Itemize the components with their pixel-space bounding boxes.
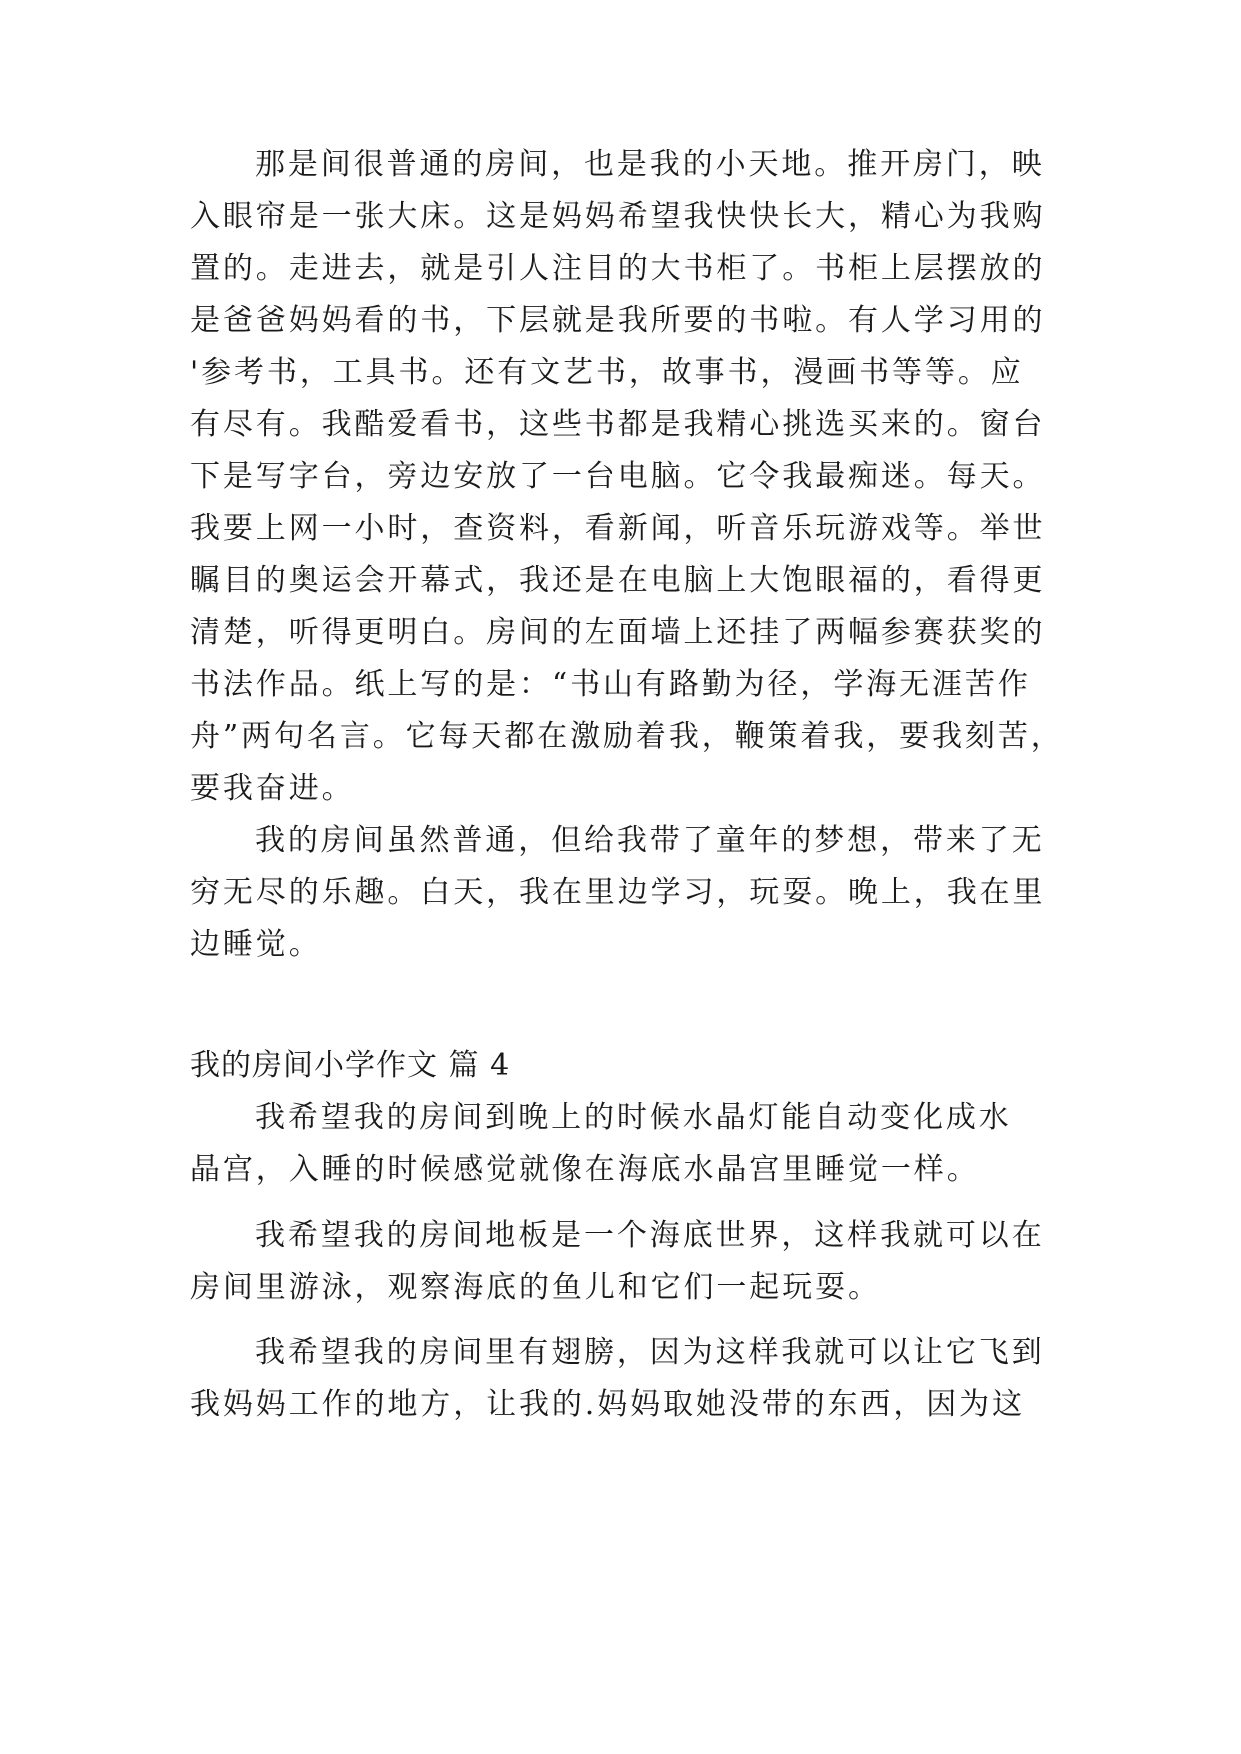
text-line: 入眼帘是一张大床。这是妈妈希望我快快长大，精心为我购 <box>190 199 1046 234</box>
text-line: 我希望我的房间里有翅膀，因为这样我就可以让它飞到 <box>255 1335 1045 1370</box>
text-line: 我妈妈工作的地方，让我的.妈妈取她没带的东西，因为这 <box>190 1387 1025 1422</box>
text-line: 置的。走进去，就是引人注目的大书柜了。书柜上层摆放的 <box>190 251 1046 286</box>
text-line: 书法作品。纸上写的是：“书山有路勤为径，学海无涯苦作 <box>190 667 1031 702</box>
section-heading: 我的房间小学作文 篇 4 <box>190 1048 511 1083</box>
text-line: 有尽有。我酷爱看书，这些书都是我精心挑选买来的。窗台 <box>190 407 1046 442</box>
text-line: 边睡觉。 <box>190 927 322 962</box>
text-line: 我希望我的房间到晚上的时候水晶灯能自动变化成水 <box>255 1100 1012 1135</box>
text-line: 房间里游泳，观察海底的鱼儿和它们一起玩耍。 <box>190 1270 881 1305</box>
text-line: 那是间很普通的房间，也是我的小天地。推开房门，映 <box>255 147 1045 182</box>
text-line: 舟”两句名言。它每天都在激励着我，鞭策着我，要我刻苦， <box>190 719 1064 754</box>
text-line: 我的房间虽然普通，但给我带了童年的梦想，带来了无 <box>255 823 1045 858</box>
text-line: 晶宫，入睡的时候感觉就像在海底水晶宫里睡觉一样。 <box>190 1152 980 1187</box>
text-line: 瞩目的奥运会开幕式，我还是在电脑上大饱眼福的，看得更 <box>190 563 1046 598</box>
text-line: 是爸爸妈妈看的书，下层就是我所要的书啦。有人学习用的 <box>190 303 1046 338</box>
text-line: 我要上网一小时，查资料，看新闻，听音乐玩游戏等。举世 <box>190 511 1046 546</box>
text-line: 我希望我的房间地板是一个海底世界，这样我就可以在 <box>255 1218 1045 1253</box>
text-line: 清楚，听得更明白。房间的左面墙上还挂了两幅参赛获奖的 <box>190 615 1046 650</box>
text-line: '参考书，工具书。还有文艺书，故事书，漫画书等等。应 <box>190 355 1024 390</box>
text-line: 穷无尽的乐趣。白天，我在里边学习，玩耍。晚上，我在里 <box>190 875 1046 910</box>
text-line: 下是写字台，旁边安放了一台电脑。它令我最痴迷。每天。 <box>190 459 1046 494</box>
text-line: 要我奋进。 <box>190 771 355 806</box>
